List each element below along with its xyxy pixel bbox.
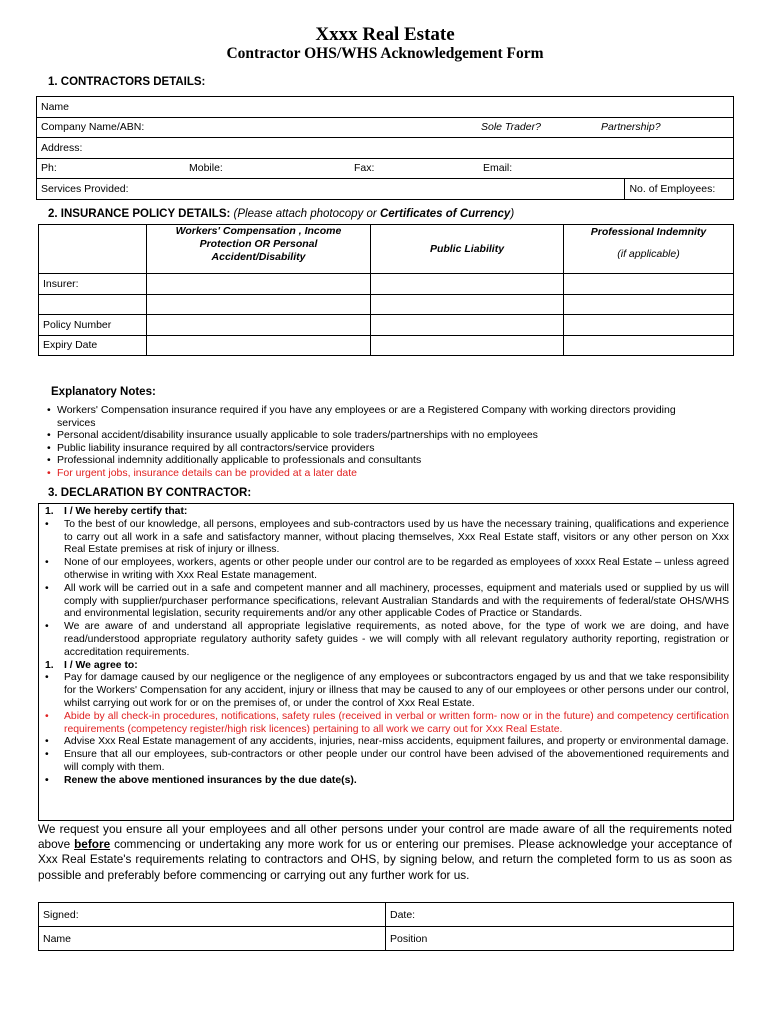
policy-workers-cell[interactable] [147, 315, 371, 336]
section2-heading-bold: 2. INSURANCE POLICY DETAILS: [48, 208, 231, 220]
contractor-details-table [36, 96, 734, 200]
signer-name-field[interactable]: Name [39, 927, 386, 951]
certify-item: • All work will be carried out in a safe and competent manner and all machinery, processes, equipment and materials used or supplied by us will comply with supplier/purchaser performance specifications, relevant Australian Standards and with the requirements of federal/state OHS/WHS and environmental legislation, security requirements and/or any other applicable Codes of Practice or Standards. [45, 582, 729, 620]
email-label: Email: [483, 161, 513, 174]
professional-indemnity-sub: (if applicable) [617, 248, 680, 260]
certify-item: • None of our employees, workers, agents or other people under our control are to be regarded as employees of xxxx Real Estate – unless agreed otherwise in writing with Xxx Real Estate management. [45, 557, 729, 581]
public-liability-header: Public Liability [371, 225, 564, 274]
expiry-professional-cell[interactable] [564, 335, 734, 356]
insurance-corner-cell [39, 225, 147, 274]
expiry-date-label: Expiry Date [39, 335, 147, 356]
company-title: Xxxx Real Estate [315, 24, 455, 45]
notes-list [45, 404, 715, 480]
certify-heading: 1. I / We hereby certify that: [45, 506, 188, 517]
note-item: • Public liability insurance required by all contractors/service providers [57, 442, 715, 455]
date-field[interactable]: Date: [386, 903, 734, 927]
note-item: • Workers' Compensation insurance required if you have any employees or are a Registered Company with working directors providing services [57, 404, 715, 429]
note-item: • Professional indemnity additionally applicable to professionals and consultants [57, 454, 715, 467]
phone-label: Ph: [41, 162, 57, 175]
section1-heading: 1. CONTRACTORS DETAILS: [48, 76, 206, 88]
certify-item: • To the best of our knowledge, all persons, employees and sub-contractors used by us have the necessary training, qualifications and experience to carry out all work in a safe and satisfactory manner, without placing themselves, Xxx Real Estate staff, visitors or any other person on Xxx Real Estate premises at risk of injury or illness. [45, 518, 729, 556]
blank-public-cell[interactable] [371, 294, 564, 315]
notes-heading: Explanatory Notes: [51, 386, 156, 398]
closing-part2: commencing or undertaking any more work for us or entering our premises. Please acknowledge your acceptance of Xxx Real Estate's requirements relating to contractors and OHS, by signing below, and return the completed form to us as soon as possible and preferably before commencing or carrying out any further work for us. [38, 837, 733, 882]
closing-before: before [74, 837, 111, 852]
declaration-box [38, 503, 734, 821]
closing-part1: We request you ensure all your employees and all other persons under your control are made aware of all the requirements noted above [38, 822, 732, 852]
agree-item-red-text: Abide by all check-in procedures, notifications, safety rules (received in verbal or written form- now or in the future) and competency certification requirements (competency register/high risk licences) pertaining to all work we carry out for Xxx Real Estate. [64, 710, 729, 735]
agree-heading: 1. I / We agree to: [45, 659, 138, 671]
professional-indemnity-header [564, 225, 734, 274]
section2-heading [48, 208, 514, 220]
insurance-table [38, 224, 734, 356]
agree-item-renew: • Renew the above mentioned insurances by the due date(s). [45, 774, 357, 786]
insurer-public-cell[interactable] [371, 274, 564, 295]
agree-item: • Advise Xxx Real Estate management of any accidents, injuries, near-miss accidents, equipment failures, and property or environmental damage. [45, 736, 729, 748]
certify-item-text: To the best of our knowledge, all persons, employees and sub-contractors used by us have the necessary training, qualifications and experience to carry out all work in a safe and satisfactory manner, without placing themselves, Xxx Real Estate staff, visitors or any other person on Xxx Real Estate premises at risk of injury or illness. [64, 518, 729, 556]
company-abn-field[interactable] [37, 117, 734, 138]
address-field[interactable]: Address: [37, 138, 734, 159]
expiry-public-cell[interactable] [371, 335, 564, 356]
professional-indemnity-label: Professional Indemnity [590, 226, 707, 238]
position-field[interactable]: Position [386, 927, 734, 951]
sole-trader-label[interactable]: Sole Trader? [481, 120, 541, 133]
services-field[interactable]: Services Provided: [37, 179, 625, 200]
employees-field[interactable]: No. of Employees: [625, 179, 734, 200]
agree-item: • Pay for damage caused by our negligence or the negligence of any employees or subcontractors engaged by us and that we take responsibility for the Workers' Compensation for any accident, injury or illness that may be caused to any of our employees or other persons under our control, whilst carrying out work for or on the premises of, or under the control of Xxx Real Estate. [45, 672, 729, 709]
workers-comp-header: Workers' Compensation , Income Protection OR Personal Accident/Disability [147, 225, 371, 274]
signature-table [38, 902, 734, 951]
expiry-workers-cell[interactable] [147, 335, 371, 356]
blank-label [39, 294, 147, 315]
blank-workers-cell[interactable] [147, 294, 371, 315]
form-title: Contractor OHS/WHS Acknowledgement Form [226, 45, 544, 62]
agree-item-red: • Abide by all check-in procedures, notifications, safety rules (received in verbal or written form- now or in the future) and competency certification requirements (competency register/high risk licences) pertaining to all work we carry out for Xxx Real Estate. [45, 710, 729, 735]
agree-item: • Ensure that all our employees, sub-contractors or other people under our control have been advised of the abovementioned requirements and will comply with them. [45, 749, 729, 773]
agree-item-text: Advise Xxx Real Estate management of any accidents, injuries, near-miss accidents, equipment failures, and property or environmental damage. [64, 736, 729, 748]
certify-item-text: We are aware of and understand all appropriate legislative requirements, as noted above, for the type of work we are doing, and have read/understood appropriate regulatory authority safety guides - we will comply with all relevant regulatory authority reporting, registration or accreditation requirements. [64, 621, 729, 658]
mobile-label: Mobile: [189, 161, 223, 174]
certify-heading-text: I / We hereby certify that: [64, 506, 188, 517]
section2-heading-note: (Please attach photocopy or [233, 208, 377, 220]
certify-item-text: None of our employees, workers, agents or other people under our control are to be regarded as employees of xxxx Real Estate – unless agreed otherwise in writing with Xxx Real Estate management. [64, 557, 729, 581]
company-abn-label: Company Name/ABN: [41, 121, 145, 134]
signed-field[interactable]: Signed: [39, 903, 386, 927]
agree-heading-text: I / We agree to: [64, 659, 138, 671]
policy-public-cell[interactable] [371, 315, 564, 336]
note-item-urgent: • For urgent jobs, insurance details can be provided at a later date [57, 467, 715, 480]
certify-item: • We are aware of and understand all appropriate legislative requirements, as noted above, for the type of work we are doing, and have read/understood appropriate regulatory authority safety guides - we will comply with all relevant regulatory authority reporting, registration or accreditation requirements. [45, 621, 729, 658]
policy-professional-cell[interactable] [564, 315, 734, 336]
note-item: • Personal accident/disability insurance usually applicable to sole traders/partnerships with no employees [57, 429, 715, 442]
blank-professional-cell[interactable] [564, 294, 734, 315]
partnership-label[interactable]: Partnership? [601, 120, 661, 133]
name-field[interactable]: Name [37, 97, 734, 118]
policy-number-label: Policy Number [39, 315, 147, 336]
agree-item-text: Pay for damage caused by our negligence or the negligence of any employees or subcontractors engaged by us and that we take responsibility for the Workers' Compensation for any accident, injury or illness that may be caused to any of our employees or other persons under our control, whilst carrying out work for or on the premises of, or under the control of Xxx Real Estate. [64, 672, 729, 709]
section2-heading-certificates: Certificates of Currency [379, 208, 511, 220]
agree-item-text: Ensure that all our employees, sub-contractors or other people under our control have been advised of the abovementioned requirements and will comply with them. [64, 749, 729, 773]
insurer-workers-cell[interactable] [147, 274, 371, 295]
agree-item-renew-text: Renew the above mentioned insurances by the due date(s). [64, 774, 357, 786]
section3-heading: 3. DECLARATION BY CONTRACTOR: [48, 487, 252, 499]
contact-row[interactable] [37, 158, 734, 179]
certify-item-text: All work will be carried out in a safe and competent manner and all machinery, processes, equipment and materials used or supplied by us will comply with supplier/purchaser performance specifications, relevant Australian Standards and with the requirements of federal/state OHS/WHS and environmental legislation, security requirements and/or any other applicable Codes of Practice or Standards. [64, 582, 729, 620]
insurer-professional-cell[interactable] [564, 274, 734, 295]
fax-label: Fax: [354, 161, 375, 174]
section2-heading-close: ) [510, 208, 515, 220]
insurer-label: Insurer: [39, 274, 147, 295]
closing-paragraph [38, 822, 732, 883]
